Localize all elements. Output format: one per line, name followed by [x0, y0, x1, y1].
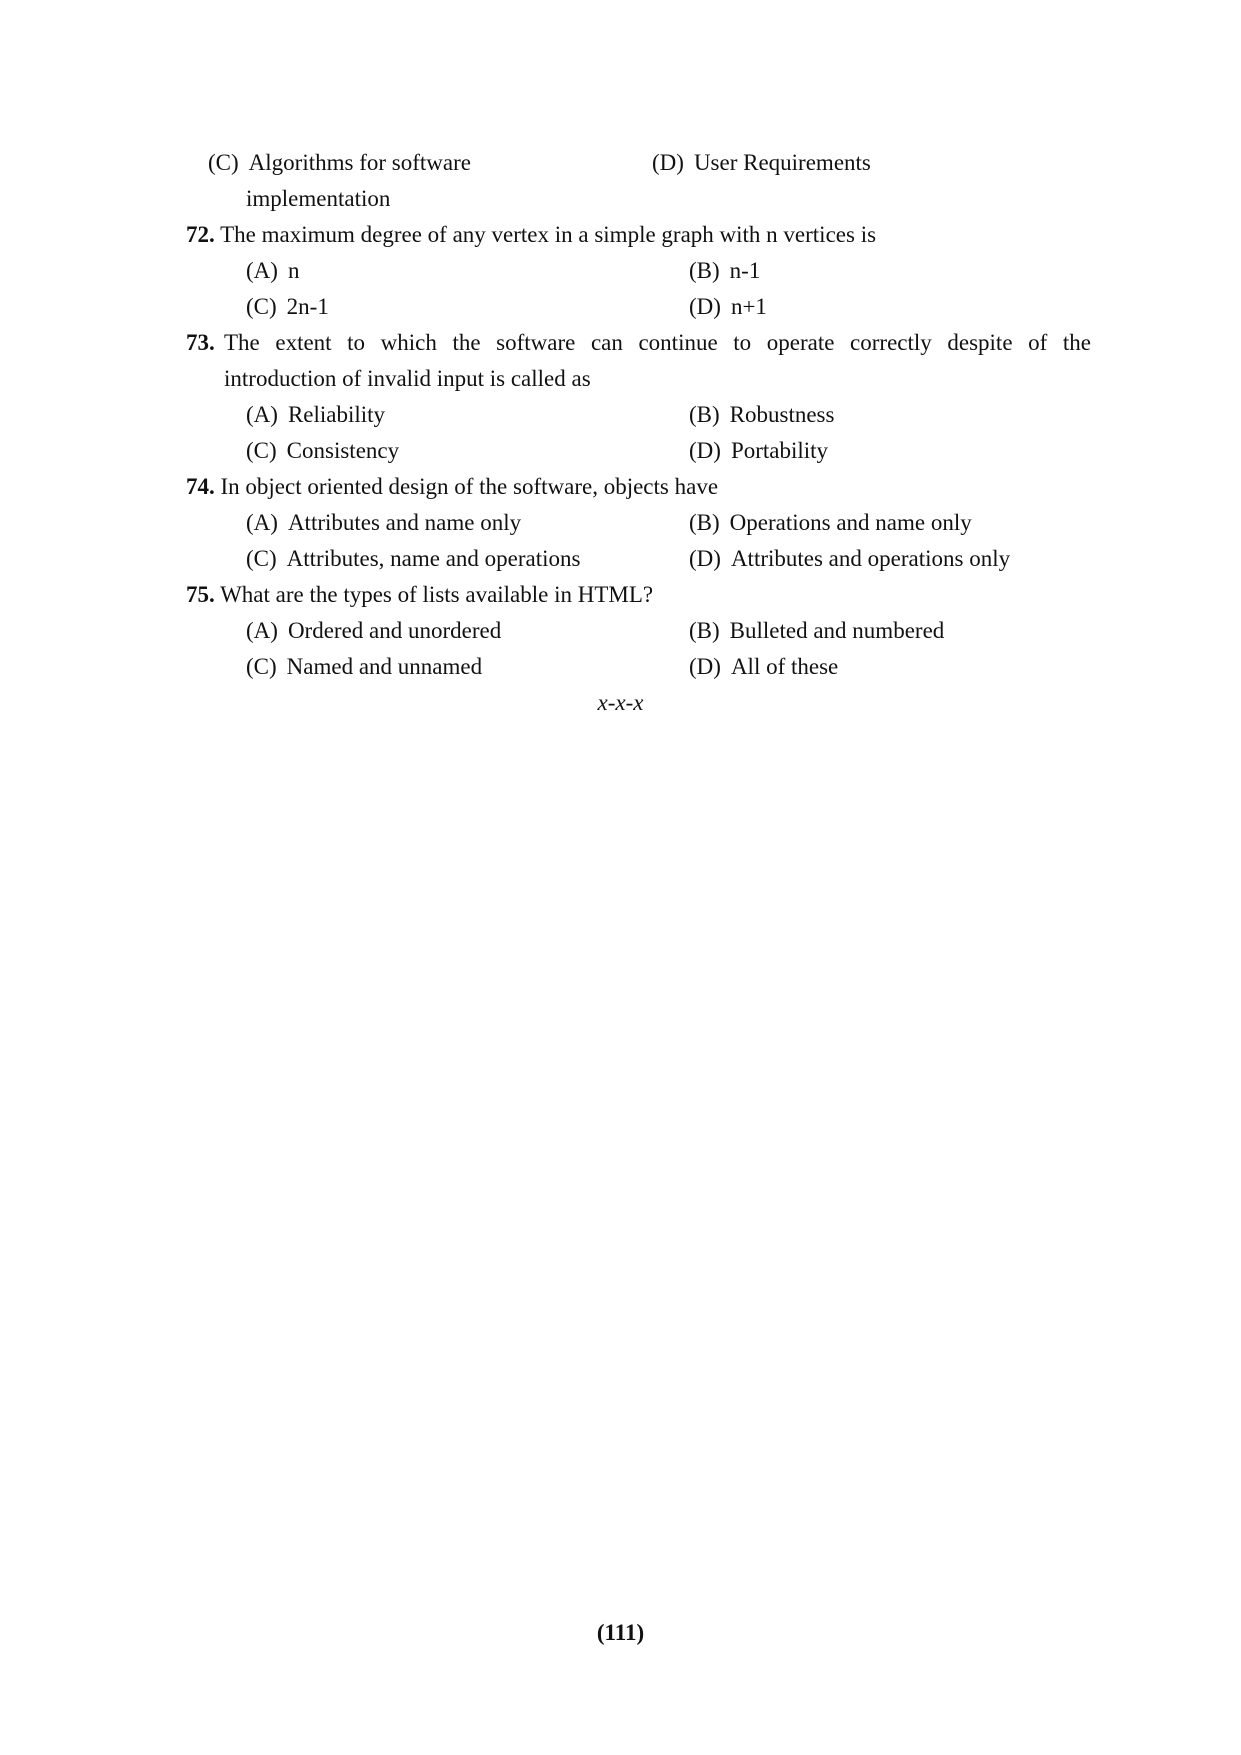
question-text: introduction of invalid input is called as: [224, 366, 591, 391]
continued-option-c: [208, 148, 471, 178]
option-letter: (C): [208, 150, 239, 175]
q74-option-d: [689, 544, 1010, 574]
q75-option-c: [246, 652, 482, 682]
option-letter: (D): [689, 294, 721, 319]
q73-option-b: [689, 400, 834, 430]
option-letter: (C): [246, 294, 277, 319]
option-letter: (B): [689, 510, 720, 535]
option-text: Named and unnamed: [286, 654, 483, 679]
question-text: What are the types of lists available in HTML?: [220, 582, 654, 607]
option-letter: (D): [689, 438, 721, 463]
option-text: Bulleted and numbered: [729, 618, 945, 643]
option-letter: (B): [689, 618, 720, 643]
question-text: The maximum degree of any vertex in a simple graph with n vertices is: [220, 222, 877, 247]
option-text: n: [287, 258, 300, 283]
question-73-text-line1: The extent to which the software can continue to operate correctly despite of the: [224, 330, 1091, 355]
q75-option-d: [689, 652, 838, 682]
question-72: [186, 220, 876, 250]
option-text: n+1: [730, 294, 767, 319]
question-number: 72.: [186, 222, 215, 247]
option-letter: (C): [246, 546, 277, 571]
option-letter: (D): [652, 150, 684, 175]
question-73-text-line2: [224, 364, 591, 394]
option-text: Consistency: [286, 438, 400, 463]
option-letter: (D): [689, 654, 721, 679]
q74-option-c: [246, 544, 580, 574]
option-letter: (A): [246, 402, 278, 427]
question-text: In object oriented design of the software, objects have: [220, 474, 719, 499]
option-letter: (C): [246, 654, 277, 679]
q74-option-b: [689, 508, 972, 538]
option-text-continuation: implementation: [246, 186, 391, 211]
q74-option-a: [246, 508, 521, 538]
option-text: Reliability: [287, 402, 386, 427]
question-number: 75.: [186, 582, 215, 607]
option-text: Operations and name only: [729, 510, 972, 535]
option-text: 2n-1: [286, 294, 329, 319]
question-73-number: [186, 328, 215, 358]
option-text: Ordered and unordered: [287, 618, 502, 643]
q72-option-d: [689, 292, 767, 322]
option-letter: (B): [689, 258, 720, 283]
question-number: 73.: [186, 330, 215, 355]
option-text: Portability: [730, 438, 829, 463]
option-letter: (B): [689, 402, 720, 427]
option-text: All of these: [730, 654, 839, 679]
q73-option-d: [689, 436, 828, 466]
question-75: [186, 580, 653, 610]
page-number: (111): [596, 1620, 645, 1645]
option-text: Attributes and name only: [287, 510, 522, 535]
option-text: n-1: [729, 258, 761, 283]
option-letter: (A): [246, 510, 278, 535]
option-text: Algorithms for software: [248, 150, 471, 175]
continued-option-d: [652, 148, 871, 178]
q72-option-c: [246, 292, 329, 322]
q73-option-c: [246, 436, 399, 466]
option-text: Attributes, name and operations: [286, 546, 581, 571]
option-letter: (A): [246, 618, 278, 643]
q72-option-b: [689, 256, 760, 286]
question-74: [186, 472, 718, 502]
continued-option-c-line2: [246, 184, 390, 214]
question-number: 74.: [186, 474, 215, 499]
option-text: Attributes and operations only: [730, 546, 1011, 571]
option-text: Robustness: [729, 402, 835, 427]
q75-option-a: [246, 616, 501, 646]
q75-option-b: [689, 616, 944, 646]
option-text: User Requirements: [693, 150, 871, 175]
option-letter: (D): [689, 546, 721, 571]
q73-option-a: [246, 400, 385, 430]
option-letter: (C): [246, 438, 277, 463]
q72-option-a: [246, 256, 299, 286]
end-of-questions-mark: x-x-x: [597, 690, 644, 715]
option-letter: (A): [246, 258, 278, 283]
